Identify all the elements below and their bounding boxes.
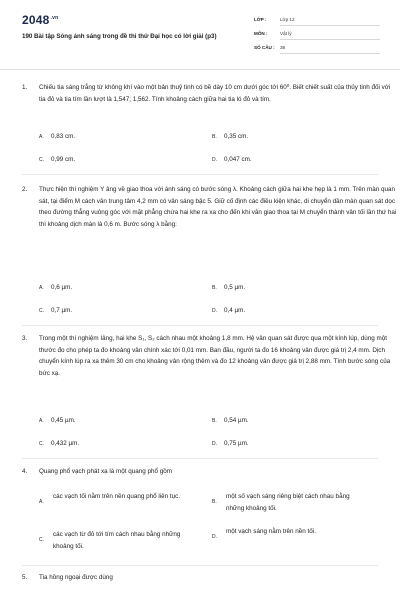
q3-option-a[interactable]: A. 0,45 µm. [39, 417, 76, 424]
q2-option-c[interactable]: C. 0,7 µm. [39, 307, 73, 314]
q1-option-d[interactable]: D. 0,047 cm. [212, 156, 252, 163]
q2-option-d[interactable]: D. 0,4 µm. [212, 307, 246, 314]
q1-option-c[interactable]: C. 0,99 cm. [39, 156, 76, 163]
q3-option-d[interactable]: D. 0,75 µm. [212, 440, 249, 447]
q1-option-a[interactable]: A. 0,83 cm. [39, 133, 76, 140]
q3-option-b[interactable]: B. 0,54 µm. [212, 417, 249, 424]
q2-option-a[interactable]: A. 0,6 µm. [39, 284, 73, 291]
meta-subject: MÔN : Vật lý [254, 31, 292, 36]
q3-option-c[interactable]: C. 0,432 µm. [39, 440, 80, 447]
meta-question-count: SỐ CÂU : 38 [254, 45, 286, 50]
document-title: 190 Bài tập Sóng ánh sáng trong đề thi thử Đại học có lời giải (p3) [22, 33, 217, 40]
q1-option-b[interactable]: B. 0,35 cm. [212, 133, 249, 140]
site-logo[interactable]: $2048^{.vn}$ [22, 13, 59, 27]
header-divider [0, 69, 400, 70]
meta-class: LỚP : Lớp 12 [254, 17, 295, 22]
document-page: $2048^{.vn}$ 190 Bài tập Sóng ánh sáng trong đề thi thử Đại học có lời giải (p3) LỚP : Lớp 12 MÔN : Vật lý SỐ CÂU : 38 1. Chiếu tia sáng trắng từ không khí vào một bản thuỷ tinh có bề dày 10 cm dưới góc tới 60⁰. Biết chiết suất của thủy tinh đối với tia đỏ và tia tím lần lượt là 1,547; 1,562. Tính khoảng cách giữa hai tia ló đỏ và tím. A. 0,83 cm. B. 0,35 cm. C. 0,99 cm. D. 0,047 cm. 2. Thực hiện thí nghiệm Y âng về giao thoa với ánh sáng có bước sóng λ. Khoảng cách giữa hai khe hẹp là 1 mm. Trên màn quan sát, tại điểm M cách vân trung tâm 4,2 mm có vân sáng bậc 5. Giữ cố định các điều kiện khác, di chuyển dần màn quan sát dọc theo đường thẳng vuông góc với mặt phẳng chứa hai khe ra xa cho đến khi vân giao thoa tại M chuyển thành vân tối lần thứ hai thì khoảng dịch màn là 0,6 m. Bước sóng λ bằng: A. 0,6 µm. B. 0,5 µm. C. 0,7 µm. D. 0,4 µm. 3. Trong một thí nghiệm Iâng, hai khe S₁, S₂ cách nhau một khoảng 1,8 mm. Hệ vân quan sát được qua một kính lúp, dùng một thước đo cho phép ta đo khoảng vân chính xác tới 0,01 mm. Ban đầu, người ta đo 16 khoảng vân được giá trị 2,4 mm. Dịch chuyển kính lúp ra xa thêm 30 cm cho khoảng vân rộng thêm và đo 12 khoảng vân được giá trị 2,88 mm. Tính bước sóng của bức xạ. A. 0,45 µm. B. 0,54 µm. C. 0,432 µm. D. 0,75 µm. 4. Quang phổ vạch phát xạ là một quang phổ gồm A. các vạch tối nằm trên nền quang phổ liên tục. B. một số vạch sáng riêng biệt cách nhau bằng những khoảng tối. C. các vạch từ đỏ tới tím cách nhau bằng những khoảng tối. D. một vạch sáng nằm trên nền tối. 5. Tia hồng ngoại được dùng [0, 0, 400, 600]
q2-option-b[interactable]: B. 0,5 µm. [212, 284, 246, 291]
